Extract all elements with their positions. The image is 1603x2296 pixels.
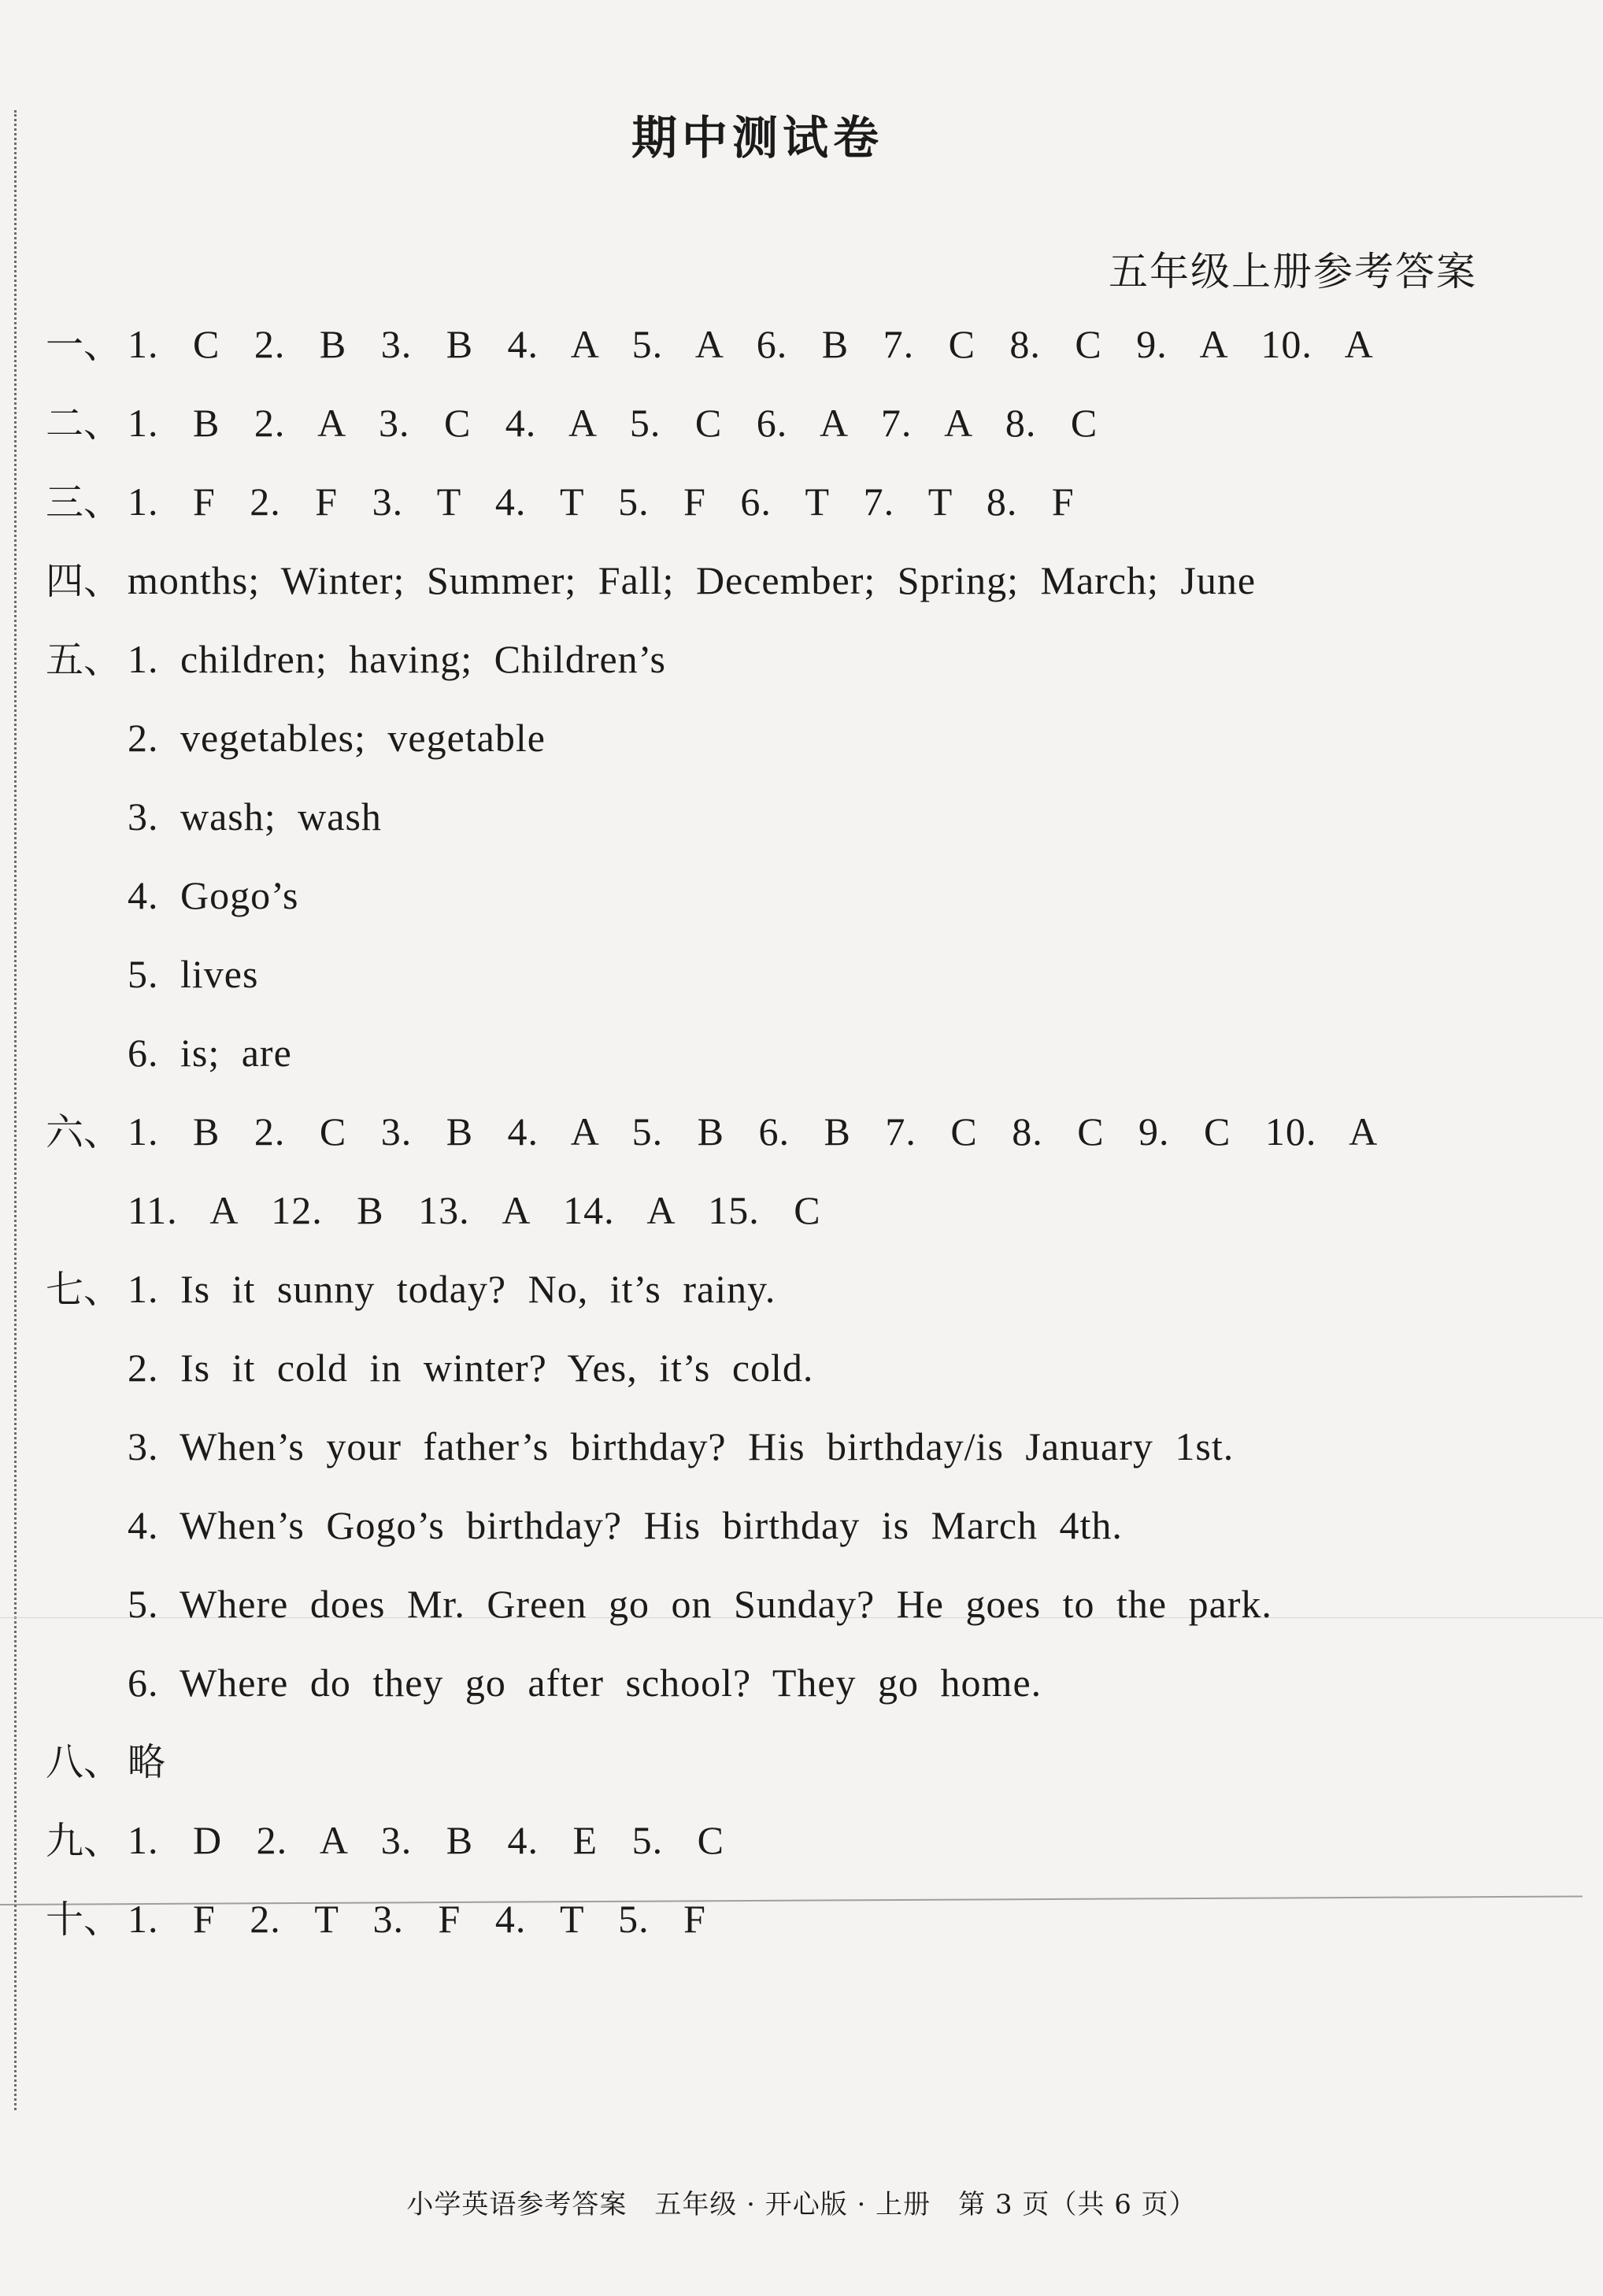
section-row-6-2 xyxy=(128,1188,821,1232)
page-title: 期中测试卷 xyxy=(631,111,883,165)
page-footer: 小学英语参考答案 五年级 · 开心版 · 上册 第 3 页（共 6 页） xyxy=(406,2189,1197,2220)
section-row-5-5 xyxy=(128,954,258,994)
section-label: 九、 xyxy=(46,1819,122,1863)
section-row-2 xyxy=(46,401,1098,446)
section-row-7-3 xyxy=(128,1424,1235,1468)
section-answers: 5. Where does Mr. Green go on Sunday? He goes to the park. xyxy=(128,1582,1272,1626)
section-row-10 xyxy=(46,1897,706,1942)
section-answers: 5. lives xyxy=(128,952,259,996)
section-row-7-6 xyxy=(128,1661,1042,1705)
section-answers: months; Winter; Summer; Fall; December; Spring; March; June xyxy=(128,558,1257,602)
section-answers: 4. Gogo’s xyxy=(128,873,299,917)
section-row-3 xyxy=(46,480,1075,524)
section-answers: 11. A 12. B 13. A 14. A 15. C xyxy=(128,1188,821,1232)
section-answers: 1. Is it sunny today? No, it’s rainy. xyxy=(128,1267,776,1311)
section-row-7 xyxy=(46,1267,776,1312)
section-row-7-5 xyxy=(128,1584,1272,1624)
section-answers: 1. F 2. T 3. F 4. T 5. F xyxy=(128,1897,706,1941)
section-answers: 1. B 2. A 3. C 4. A 5. C 6. A 7. A 8. C xyxy=(128,401,1098,445)
section-row-9 xyxy=(46,1818,724,1863)
section-row-5-6 xyxy=(128,1031,292,1075)
section-answers: 1. children; having; Children’s xyxy=(128,637,667,681)
section-label: 六、 xyxy=(46,1110,122,1154)
section-label: 五、 xyxy=(46,638,122,682)
section-label: 二、 xyxy=(46,402,122,446)
section-row-5 xyxy=(46,637,667,682)
section-answers: 2. vegetables; vegetable xyxy=(128,716,546,760)
section-label: 七、 xyxy=(46,1268,122,1312)
section-row-7-4 xyxy=(128,1505,1123,1545)
section-answers: 6. Where do they go after school? They go home. xyxy=(128,1661,1042,1705)
section-label: 十、 xyxy=(46,1898,122,1942)
perforation-line xyxy=(14,110,17,2110)
section-row-5-3 xyxy=(128,794,382,839)
section-row-4 xyxy=(46,558,1257,603)
section-row-1 xyxy=(46,322,1374,367)
section-answers: 3. wash; wash xyxy=(128,794,382,839)
section-answers: 4. When’s Gogo’s birthday? His birthday is March 4th. xyxy=(128,1503,1123,1547)
section-row-5-4 xyxy=(128,873,299,917)
section-answers: 1. C 2. B 3. B 4. A 5. A 6. B 7. C 8. C 9. A 10. A xyxy=(128,322,1374,366)
section-row-6 xyxy=(46,1109,1379,1154)
section-row-8 xyxy=(46,1740,167,1784)
section-label: 一、 xyxy=(46,323,122,367)
page-subtitle: 五年级上册参考答案 xyxy=(1109,249,1477,294)
section-label: 八、 xyxy=(46,1740,122,1784)
section-answers: 1. D 2. A 3. B 4. E 5. C xyxy=(128,1818,724,1862)
section-answers: 1. B 2. C 3. B 4. A 5. B 6. B 7. C 8. C 9. C 10. A xyxy=(128,1109,1379,1154)
section-row-7-2 xyxy=(128,1346,814,1390)
section-row-5-2 xyxy=(128,716,546,760)
section-answers: 2. Is it cold in winter? Yes, it’s cold. xyxy=(128,1346,814,1390)
section-answers: 略 xyxy=(128,1740,167,1784)
section-answers: 6. is; are xyxy=(128,1031,292,1075)
section-answers: 3. When’s your father’s birthday? His birthday/is January 1st. xyxy=(128,1424,1235,1468)
section-label: 三、 xyxy=(46,480,122,524)
section-answers: 1. F 2. F 3. T 4. T 5. F 6. T 7. T 8. F xyxy=(128,480,1075,524)
section-label: 四、 xyxy=(46,559,122,603)
